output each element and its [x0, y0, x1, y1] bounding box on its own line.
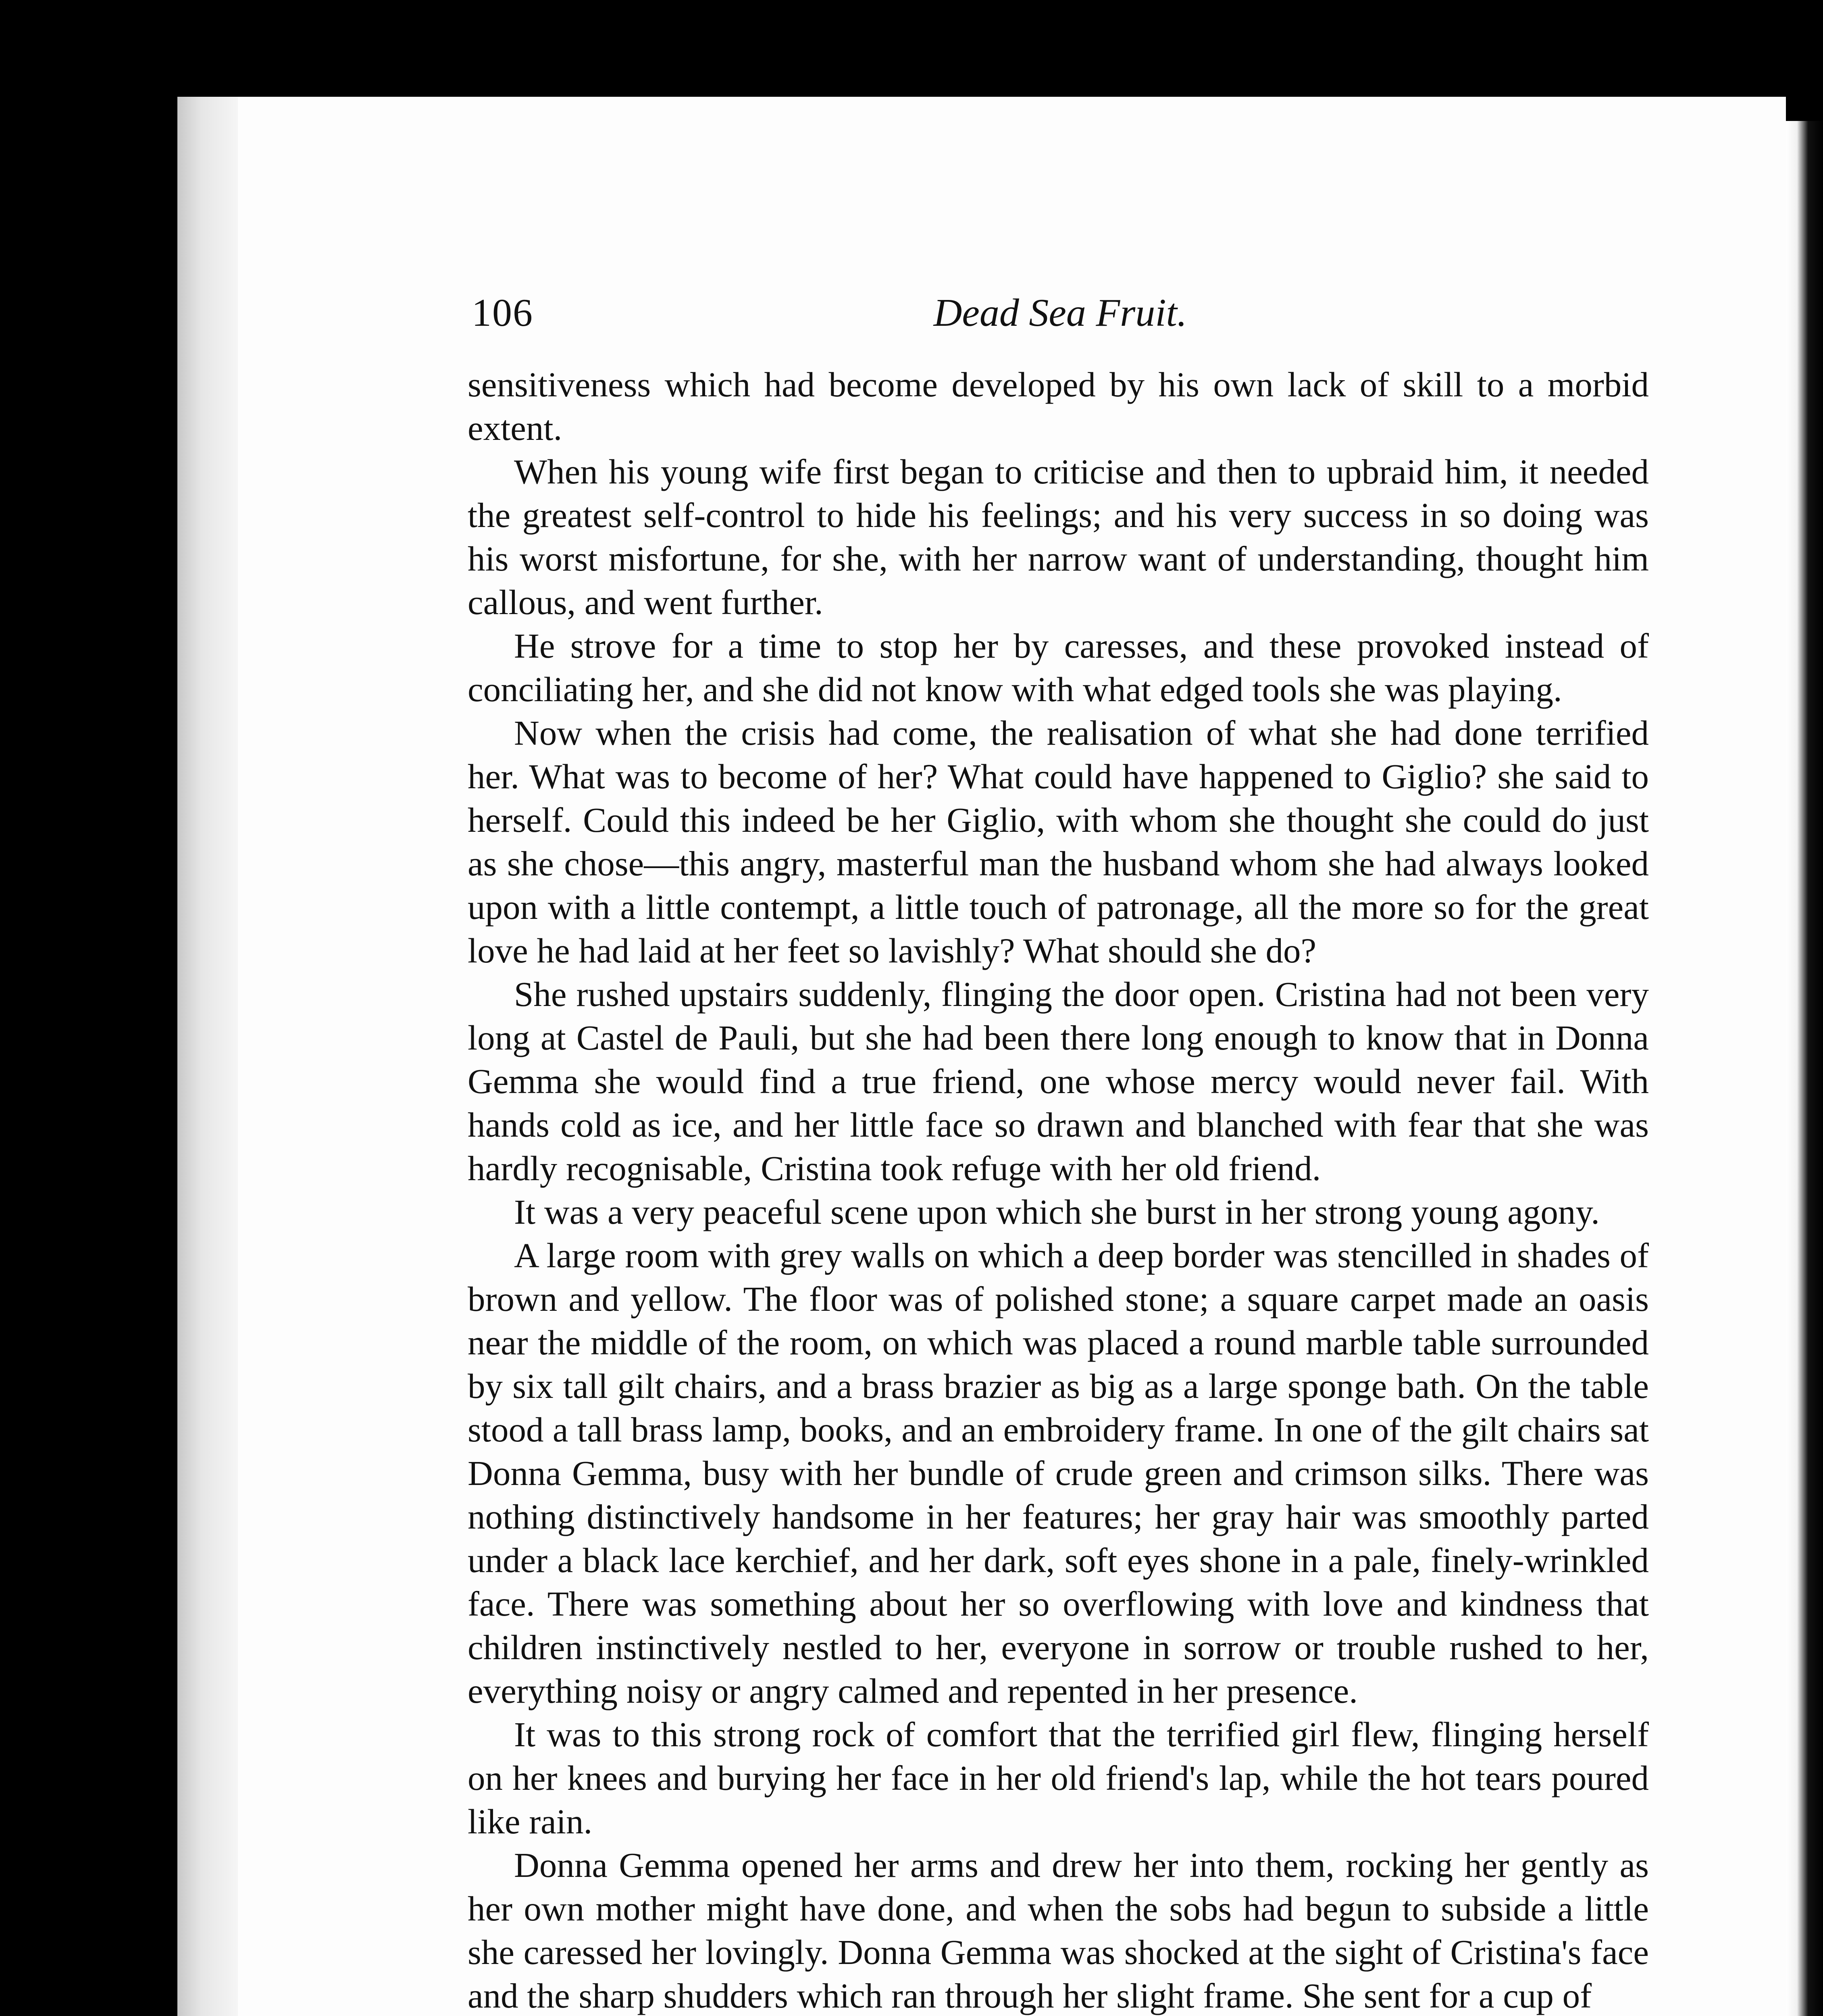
paragraph: sensitiveness which had become developed by his own lack of skill to a morbid extent.	[468, 365, 1649, 448]
page-number: 106	[472, 291, 533, 335]
page-header	[472, 290, 1649, 339]
running-title: Dead Sea Fruit.	[933, 291, 1187, 335]
paragraph: A large room with grey walls on which a deep border was stencilled in shades of brown and yellow. The floor was of polished stone; a square carpet made an oasis near the middle of the room, on which was placed a round marble table surrounded by six tall gilt chairs, and a brass brazier as big as a large sponge bath. On the table stood a tall brass lamp, books, and an embroidery frame. In one of the gilt chairs sat Donna Gemma, busy with her bundle of crude green and crimson silks. There was nothing distinctively handsome in her features; her gray hair was smoothly parted under a black lace kerchief, and her dark, soft eyes shone in a pale, finely-wrinkled face. There was something about her so overflowing with love and kindness that children instinctively nestled to her, everyone in sorrow or trouble rushed to her, everything noisy or angry calmed and repented in her presence.	[468, 1236, 1649, 1710]
paragraph: Now when the crisis had come, the realisation of what she had done terrified her. What was to become of her? What could have happened to Giglio? she said to herself. Could this indeed be her Giglio, with whom she thought she could do just as she chose—this angry, masterful man the husband whom she had always looked upon with a little contempt, a little touch of patronage, all the more so for the great love he had laid at her feet so lavishly? What should she do?	[468, 713, 1649, 970]
page-edge	[1786, 121, 1823, 2016]
paragraph: It was to this strong rock of comfort that the terrified girl flew, flinging herself on her knees and burying her face in her old friend's lap, while the hot tears poured like rain.	[468, 1715, 1649, 1841]
body-text	[468, 363, 1649, 2016]
paragraph: He strove for a time to stop her by caresses, and these provoked instead of conciliating her, and she did not know with what edged tools she was playing.	[468, 626, 1649, 709]
paragraph: She rushed upstairs suddenly, flinging the door open. Cristina had not been very long at Castel de Pauli, but she had been there long enough to know that in Donna Gemma she would find a true friend, one whose mercy would never fail. With hands cold as ice, and her little face so drawn and blanched with fear that she was hardly recognisable, Cristina took refuge with her old friend.	[468, 975, 1649, 1188]
paragraph: It was a very peaceful scene upon which she burst in her strong young agony.	[514, 1192, 1600, 1231]
binding-gutter	[177, 97, 238, 2016]
paragraph: When his young wife first began to criticise and then to upbraid him, it needed the greatest self-control to hide his feelings; and his very success in so doing was his worst misfortune, for she, with her narrow want of understanding, thought him callous, and went further.	[468, 452, 1649, 622]
paragraph: Donna Gemma opened her arms and drew her into them, rocking her gently as her own mother might have done, and when the sobs had begun to subside a little she caressed her lovingly. Donna Gemma was shocked at the sight of Cristina's face and the sharp shudders which ran through her slight frame. She sent for a cup of	[468, 1845, 1649, 2015]
